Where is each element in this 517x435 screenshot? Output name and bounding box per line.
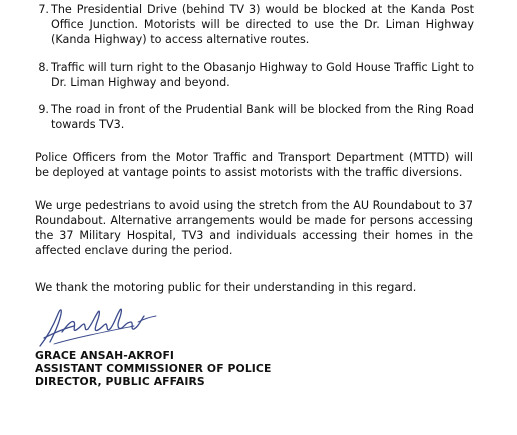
signatory-name: GRACE ANSAH-AKROFI xyxy=(35,349,175,362)
list-item-text: The Presidential Drive (behind TV 3) would be blocked at the Kanda Post Office Junction. Motorists will be directed to use the Dr. Liman Highway (Kanda Highway) to access alternative routes. xyxy=(51,3,474,46)
list-item-9 xyxy=(38,102,474,132)
list-item-7 xyxy=(38,2,474,47)
paragraph-mttd: Police Officers from the Motor Traffic and Transport Department (MTTD) will be deployed at vantage points to assist motorists with the traffic diversions. xyxy=(35,151,473,179)
handwritten-signature xyxy=(34,302,184,350)
list-item-text: The road in front of the Prudential Bank will be blocked from the Ring Road towards TV3. xyxy=(51,103,474,131)
list-item-8 xyxy=(38,60,474,90)
list-item-number: 7. xyxy=(38,3,49,16)
signatory-position: DIRECTOR, PUBLIC AFFAIRS xyxy=(35,375,205,388)
signatory-rank: ASSISTANT COMMISSIONER OF POLICE xyxy=(35,362,272,375)
list-item-text: Traffic will turn right to the Obasanjo Highway to Gold House Traffic Light to Dr. Liman Highway and beyond. xyxy=(51,61,474,89)
paragraph-thanks: We thank the motoring public for their understanding in this regard. xyxy=(35,281,417,294)
list-item-number: 8. xyxy=(38,61,49,74)
list-item-number: 9. xyxy=(38,103,49,116)
paragraph-pedestrians: We urge pedestrians to avoid using the stretch from the AU Roundabout to 37 Roundabout. Alternative arrangements would be made for persons accessing the 37 Military Hospital, TV3 and individuals accessing their homes in the affected enclave during the period. xyxy=(35,199,473,257)
